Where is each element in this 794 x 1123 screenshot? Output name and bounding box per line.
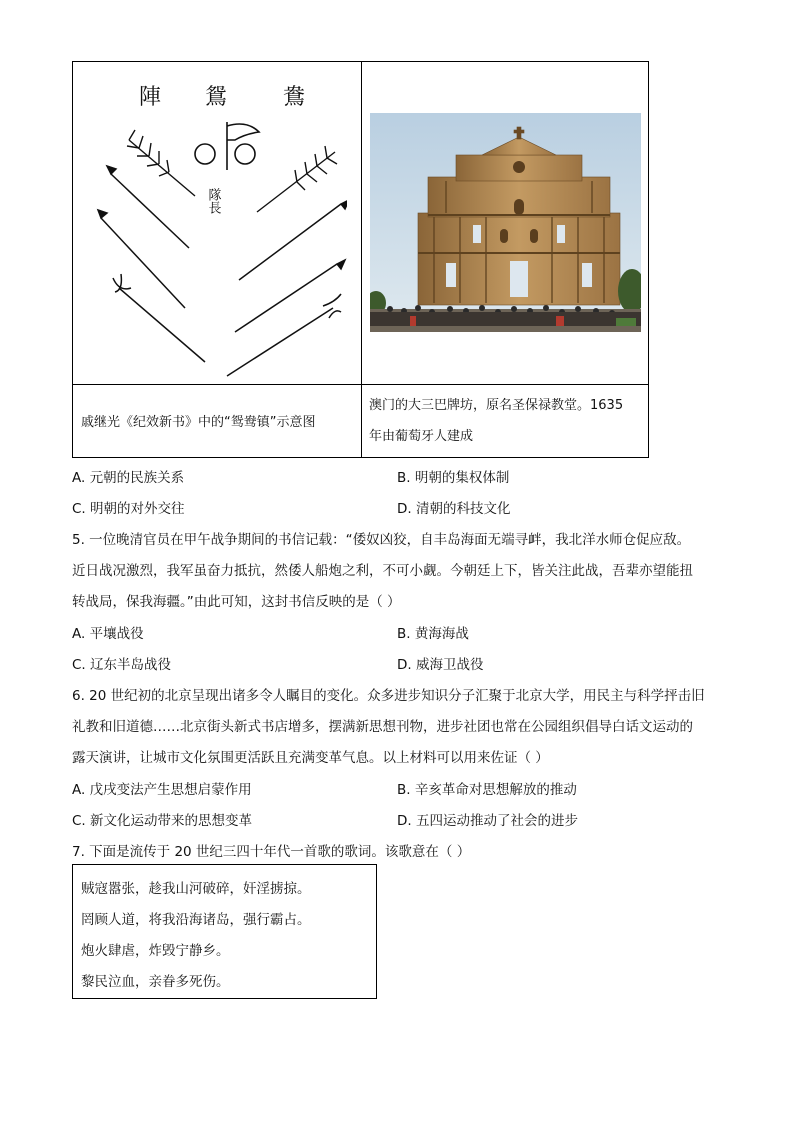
q5-option-d: D. 威海卫战役 [397, 657, 484, 673]
table-divider-vertical [361, 62, 362, 457]
lyric-line: 黎民泣血，亲眷多死伤。 [81, 974, 230, 990]
q5-option-a: A. 平壤战役 [72, 626, 144, 642]
q5-option-c: C. 辽东半岛战役 [72, 657, 172, 673]
q4-option-a: A. 元朝的民族关系 [72, 470, 185, 486]
wolf-brush-left-icon [127, 130, 195, 196]
lyrics-box [72, 864, 377, 999]
q4-option-d: D. 清朝的科技文化 [397, 501, 511, 517]
trident-icon [227, 294, 341, 376]
yuanyang-formation-diagram [87, 70, 347, 380]
figure-table [72, 61, 649, 458]
left-figure-caption: 戚继光《纪效新书》中的“鸳鸯镇”示意图 [81, 415, 316, 430]
q6-stem-line: 6. 20 世纪初的北京呈现出诸多令人瞩目的变化。众多进步知识分子汇聚于北京大学，用民主与科学抨击旧 [72, 688, 705, 704]
right-figure-caption [369, 390, 639, 452]
captain-flag-icon [195, 122, 259, 170]
q4-option-c: C. 明朝的对外交往 [72, 501, 185, 517]
diagram-title-char: 鴦 [283, 85, 306, 110]
q5-stem-line: 转战局，保我海疆。”由此可知，这封书信反映的是（ ） [72, 594, 401, 610]
right-caption-line: 澳门的大三巴牌坊，原名圣保禄教堂。1635 [369, 398, 624, 413]
wolf-brush-right-icon [257, 146, 337, 212]
lyric-line: 贼寇嚣张，趁我山河破碎，奸淫掳掠。 [81, 881, 311, 897]
right-caption-line: 年由葡萄牙人建成 [369, 429, 474, 444]
diagram-title-char: 鴛 [205, 85, 228, 110]
q4-option-b: B. 明朝的集权体制 [397, 470, 510, 486]
q7-stem: 7. 下面是流传于 20 世纪三四十年代一首歌的歌词。该歌意在（ ） [72, 844, 471, 860]
trident-icon [113, 274, 205, 362]
q6-option-a: A. 戊戌变法产生思想启蒙作用 [72, 782, 252, 798]
ruins-of-st-pauls-photo [370, 113, 641, 332]
q5-option-b: B. 黄海海战 [397, 626, 469, 642]
q5-stem-line: 近日战况激烈，我军虽奋力抵抗，然倭人船炮之利，不可小觑。今朝廷上下，皆关注此战，吾辈亦望能扭 [72, 563, 693, 579]
q6-stem-line: 礼教和旧道德……北京街头新式书店增多，摆满新思想刊物，进步社团也常在公园组织倡导白话文运动的 [72, 719, 693, 735]
q6-stem-line: 露天演讲，让城市文化氛围更活跃且充满变革气息。以上材料可以用来佐证（ ） [72, 750, 549, 766]
captain-label: 隊長 [205, 188, 221, 214]
q6-option-d: D. 五四运动推动了社会的进步 [397, 813, 578, 829]
lyric-line: 罔顾人道，将我沿海诸岛，强行霸占。 [81, 912, 311, 928]
diagram-title-char: 陣 [139, 85, 162, 110]
q6-option-b: B. 辛亥革命对思想解放的推动 [397, 782, 577, 798]
lyric-line: 炮火肆虐，炸毁宁静乡。 [81, 943, 230, 959]
spear-icon [98, 210, 185, 308]
table-divider-horizontal [73, 384, 648, 385]
q5-stem-line: 5. 一位晚清官员在甲午战争期间的书信记载：“倭奴凶狡，自丰岛海面无端寻衅，我北洋水师仓促应敌。 [72, 532, 691, 548]
q6-option-c: C. 新文化运动带来的思想变革 [72, 813, 253, 829]
spear-icon [107, 166, 189, 248]
